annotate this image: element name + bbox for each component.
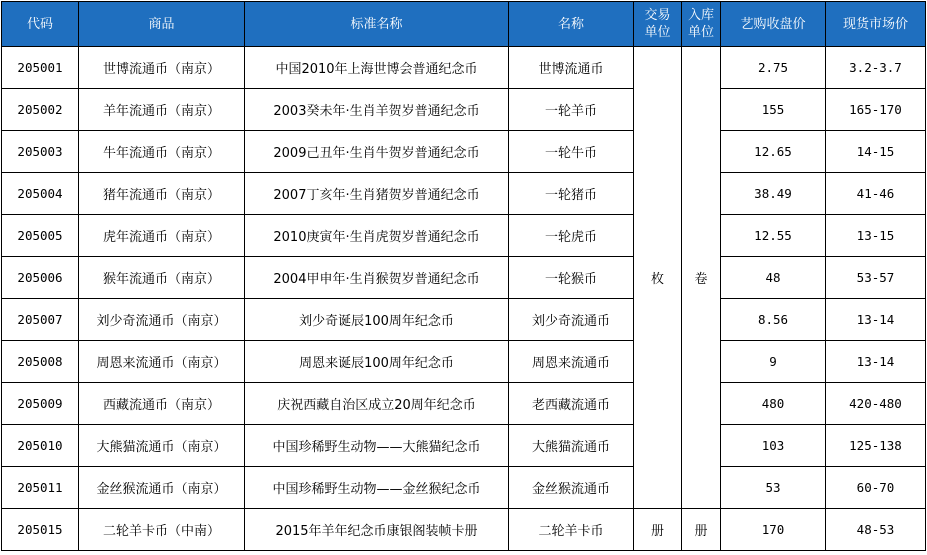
cell-code: 205010 bbox=[2, 425, 79, 467]
cell-product: 刘少奇流通币（南京） bbox=[79, 299, 245, 341]
cell-market-price: 13-14 bbox=[826, 341, 926, 383]
table-row bbox=[2, 299, 926, 341]
cell-code: 205011 bbox=[2, 467, 79, 509]
header-market-price: 现货市场价 bbox=[826, 2, 926, 47]
cell-code: 205015 bbox=[2, 509, 79, 551]
cell-product: 西藏流通币（南京） bbox=[79, 383, 245, 425]
cell-code: 205004 bbox=[2, 173, 79, 215]
cell-product: 虎年流通币（南京） bbox=[79, 215, 245, 257]
cell-name: 一轮虎币 bbox=[509, 215, 634, 257]
cell-code: 205003 bbox=[2, 131, 79, 173]
cell-product: 羊年流通币（南京） bbox=[79, 89, 245, 131]
cell-code: 205001 bbox=[2, 47, 79, 89]
cell-close-price: 8.56 bbox=[721, 299, 826, 341]
cell-standard-name: 周恩来诞辰100周年纪念币 bbox=[245, 341, 509, 383]
table-row bbox=[2, 341, 926, 383]
cell-name: 老西藏流通币 bbox=[509, 383, 634, 425]
table-row bbox=[2, 131, 926, 173]
cell-name: 金丝猴流通币 bbox=[509, 467, 634, 509]
cell-name: 世博流通币 bbox=[509, 47, 634, 89]
header-storage-unit: 入库 单位 bbox=[682, 2, 721, 47]
cell-market-price: 420-480 bbox=[826, 383, 926, 425]
cell-name: 刘少奇流通币 bbox=[509, 299, 634, 341]
cell-code: 205006 bbox=[2, 257, 79, 299]
cell-close-price: 38.49 bbox=[721, 173, 826, 215]
cell-market-price: 14-15 bbox=[826, 131, 926, 173]
table-row bbox=[2, 425, 926, 467]
cell-name: 二轮羊卡币 bbox=[509, 509, 634, 551]
cell-standard-name: 2004甲申年·生肖猴贺岁普通纪念币 bbox=[245, 257, 509, 299]
cell-close-price: 9 bbox=[721, 341, 826, 383]
cell-market-price: 41-46 bbox=[826, 173, 926, 215]
table-row bbox=[2, 257, 926, 299]
cell-code: 205005 bbox=[2, 215, 79, 257]
cell-product: 金丝猴流通币（南京） bbox=[79, 467, 245, 509]
cell-name: 一轮猴币 bbox=[509, 257, 634, 299]
cell-close-price: 103 bbox=[721, 425, 826, 467]
cell-standard-name: 2010庚寅年·生肖虎贺岁普通纪念币 bbox=[245, 215, 509, 257]
cell-product: 周恩来流通币（南京） bbox=[79, 341, 245, 383]
cell-market-price: 60-70 bbox=[826, 467, 926, 509]
table-row bbox=[2, 467, 926, 509]
cell-standard-name: 2003癸未年·生肖羊贺岁普通纪念币 bbox=[245, 89, 509, 131]
coin-price-table bbox=[1, 1, 926, 551]
cell-close-price: 12.55 bbox=[721, 215, 826, 257]
cell-close-price: 53 bbox=[721, 467, 826, 509]
table-row bbox=[2, 215, 926, 257]
cell-close-price: 155 bbox=[721, 89, 826, 131]
cell-standard-name: 中国2010年上海世博会普通纪念币 bbox=[245, 47, 509, 89]
table-row bbox=[2, 509, 926, 551]
header-product: 商品 bbox=[79, 2, 245, 47]
cell-code: 205002 bbox=[2, 89, 79, 131]
cell-product: 二轮羊卡币（中南） bbox=[79, 509, 245, 551]
cell-close-price: 12.65 bbox=[721, 131, 826, 173]
table-row bbox=[2, 383, 926, 425]
cell-name: 一轮羊币 bbox=[509, 89, 634, 131]
cell-market-price: 125-138 bbox=[826, 425, 926, 467]
table-body bbox=[2, 47, 926, 551]
cell-standard-name: 中国珍稀野生动物——大熊猫纪念币 bbox=[245, 425, 509, 467]
cell-standard-name: 2007丁亥年·生肖猪贺岁普通纪念币 bbox=[245, 173, 509, 215]
cell-close-price: 480 bbox=[721, 383, 826, 425]
cell-product: 牛年流通币（南京） bbox=[79, 131, 245, 173]
cell-name: 周恩来流通币 bbox=[509, 341, 634, 383]
table-row bbox=[2, 89, 926, 131]
cell-product: 猴年流通币（南京） bbox=[79, 257, 245, 299]
header-trade-unit: 交易 单位 bbox=[634, 2, 682, 47]
cell-close-price: 48 bbox=[721, 257, 826, 299]
cell-market-price: 53-57 bbox=[826, 257, 926, 299]
cell-close-price: 170 bbox=[721, 509, 826, 551]
header-code: 代码 bbox=[2, 2, 79, 47]
header-name: 名称 bbox=[509, 2, 634, 47]
cell-close-price: 2.75 bbox=[721, 47, 826, 89]
cell-product: 大熊猫流通币（南京） bbox=[79, 425, 245, 467]
cell-code: 205008 bbox=[2, 341, 79, 383]
cell-storage-unit: 册 bbox=[682, 509, 721, 551]
header-row bbox=[2, 2, 926, 47]
header-close-price: 艺购收盘价 bbox=[721, 2, 826, 47]
cell-trade-unit: 枚 bbox=[634, 47, 682, 509]
table-row bbox=[2, 47, 926, 89]
cell-market-price: 13-15 bbox=[826, 215, 926, 257]
cell-market-price: 13-14 bbox=[826, 299, 926, 341]
cell-standard-name: 中国珍稀野生动物——金丝猴纪念币 bbox=[245, 467, 509, 509]
cell-code: 205009 bbox=[2, 383, 79, 425]
cell-name: 一轮牛币 bbox=[509, 131, 634, 173]
cell-standard-name: 2015年羊年纪念币康银阁装帧卡册 bbox=[245, 509, 509, 551]
table-row bbox=[2, 173, 926, 215]
cell-standard-name: 刘少奇诞辰100周年纪念币 bbox=[245, 299, 509, 341]
cell-standard-name: 庆祝西藏自治区成立20周年纪念币 bbox=[245, 383, 509, 425]
cell-market-price: 48-53 bbox=[826, 509, 926, 551]
cell-name: 大熊猫流通币 bbox=[509, 425, 634, 467]
header-standard-name: 标准名称 bbox=[245, 2, 509, 47]
cell-market-price: 165-170 bbox=[826, 89, 926, 131]
cell-name: 一轮猪币 bbox=[509, 173, 634, 215]
cell-standard-name: 2009己丑年·生肖牛贺岁普通纪念币 bbox=[245, 131, 509, 173]
cell-code: 205007 bbox=[2, 299, 79, 341]
cell-market-price: 3.2-3.7 bbox=[826, 47, 926, 89]
cell-product: 猪年流通币（南京） bbox=[79, 173, 245, 215]
cell-product: 世博流通币（南京） bbox=[79, 47, 245, 89]
cell-trade-unit: 册 bbox=[634, 509, 682, 551]
cell-storage-unit: 卷 bbox=[682, 47, 721, 509]
